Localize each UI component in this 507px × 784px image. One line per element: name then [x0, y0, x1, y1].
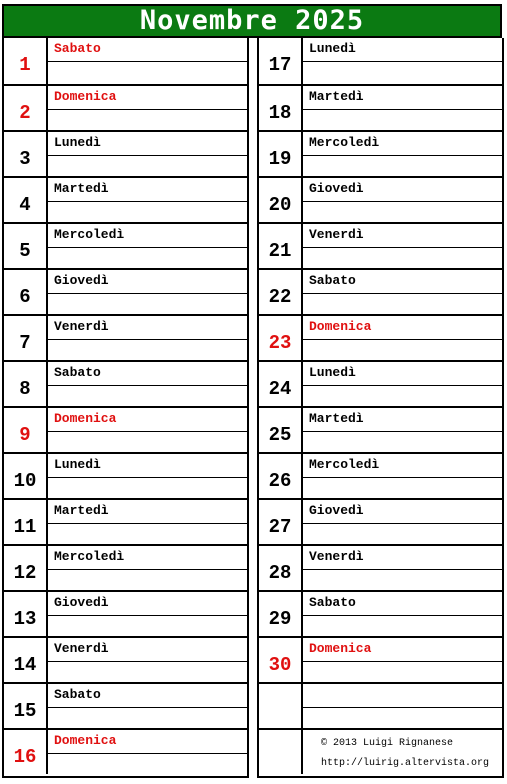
note-line	[48, 155, 247, 156]
note-line	[303, 61, 502, 62]
note-line	[48, 707, 247, 708]
day-number: 27	[259, 500, 303, 544]
note-line	[48, 523, 247, 524]
note-line	[48, 385, 247, 386]
day-row	[4, 544, 247, 590]
day-number: 10	[4, 454, 48, 498]
day-row	[259, 84, 502, 130]
weekday-name: Mercoledì	[54, 227, 125, 242]
weekday-name: Domenica	[54, 89, 117, 104]
note-line	[48, 569, 247, 570]
weekday-name: Giovedì	[309, 503, 364, 518]
day-row	[259, 498, 502, 544]
day-number: 4	[4, 178, 48, 222]
weekday-name: Sabato	[309, 273, 356, 288]
day-number: 8	[4, 362, 48, 406]
weekday-name: Sabato	[54, 41, 101, 56]
note-line	[303, 109, 502, 110]
right-column	[257, 38, 504, 778]
day-number: 25	[259, 408, 303, 452]
note-line	[303, 247, 502, 248]
day-row	[4, 682, 247, 728]
note-line	[48, 615, 247, 616]
day-row	[259, 38, 502, 84]
website-url: http://luirig.altervista.org	[321, 758, 490, 769]
day-number: 1	[4, 38, 48, 84]
day-number: 20	[259, 178, 303, 222]
note-line	[48, 661, 247, 662]
day-row	[4, 636, 247, 682]
day-row	[259, 544, 502, 590]
day-number: 23	[259, 316, 303, 360]
note-line	[303, 661, 502, 662]
day-number: 13	[4, 592, 48, 636]
weekday-name: Sabato	[54, 687, 101, 702]
note-line	[48, 201, 247, 202]
credit-row	[259, 728, 502, 774]
day-row	[4, 590, 247, 636]
note-line	[48, 293, 247, 294]
note-line	[48, 247, 247, 248]
empty-row	[259, 682, 502, 728]
weekday-name: Venerdì	[54, 319, 109, 334]
day-row	[259, 268, 502, 314]
day-row	[4, 130, 247, 176]
day-row	[4, 84, 247, 130]
day-number: 26	[259, 454, 303, 498]
weekday-name: Mercoledì	[54, 549, 125, 564]
day-number: 3	[4, 132, 48, 176]
weekday-name: Domenica	[309, 319, 372, 334]
copyright-text: © 2013 Luigi Rignanese	[321, 738, 454, 749]
note-line	[303, 339, 502, 340]
empty-day-cell	[259, 684, 303, 728]
note-line	[48, 109, 247, 110]
day-row	[4, 360, 247, 406]
day-row	[259, 360, 502, 406]
weekday-name: Mercoledì	[309, 457, 380, 472]
day-number: 15	[4, 684, 48, 728]
day-row	[4, 728, 247, 774]
weekday-name: Martedì	[309, 411, 364, 426]
day-row	[259, 130, 502, 176]
note-line	[48, 61, 247, 62]
empty-day-cell	[259, 730, 303, 774]
day-number: 16	[4, 730, 48, 774]
day-row	[259, 222, 502, 268]
note-line	[303, 569, 502, 570]
day-number: 19	[259, 132, 303, 176]
day-row	[4, 314, 247, 360]
day-number: 11	[4, 500, 48, 544]
weekday-name: Domenica	[54, 733, 117, 748]
day-row	[259, 406, 502, 452]
weekday-name: Mercoledì	[309, 135, 380, 150]
weekday-name: Domenica	[54, 411, 117, 426]
weekday-name: Sabato	[309, 595, 356, 610]
day-number: 7	[4, 316, 48, 360]
day-row	[259, 452, 502, 498]
day-number: 9	[4, 408, 48, 452]
day-number: 2	[4, 86, 48, 130]
weekday-name: Venerdì	[309, 549, 364, 564]
weekday-name: Giovedì	[54, 595, 109, 610]
weekday-name: Giovedì	[54, 273, 109, 288]
calendar-title: Novembre 2025	[2, 4, 502, 38]
day-number: 28	[259, 546, 303, 590]
day-row	[259, 636, 502, 682]
weekday-name: Domenica	[309, 641, 372, 656]
day-row	[259, 314, 502, 360]
note-line	[48, 339, 247, 340]
note-line	[303, 385, 502, 386]
note-line	[303, 431, 502, 432]
day-number: 21	[259, 224, 303, 268]
day-row	[259, 590, 502, 636]
note-line	[48, 753, 247, 754]
note-line	[303, 615, 502, 616]
weekday-name: Giovedì	[309, 181, 364, 196]
note-line	[48, 431, 247, 432]
day-row	[4, 38, 247, 84]
day-number: 30	[259, 638, 303, 682]
note-line	[303, 201, 502, 202]
day-number: 17	[259, 38, 303, 84]
day-row	[4, 176, 247, 222]
day-number: 18	[259, 86, 303, 130]
note-line	[303, 293, 502, 294]
weekday-name: Martedì	[54, 503, 109, 518]
day-number: 24	[259, 362, 303, 406]
day-number: 29	[259, 592, 303, 636]
note-line	[303, 477, 502, 478]
day-row	[4, 498, 247, 544]
day-number: 6	[4, 270, 48, 314]
day-number: 22	[259, 270, 303, 314]
weekday-name: Martedì	[54, 181, 109, 196]
day-number: 12	[4, 546, 48, 590]
weekday-name: Lunedì	[54, 457, 101, 472]
day-row	[259, 176, 502, 222]
note-line	[303, 707, 502, 708]
day-row	[4, 268, 247, 314]
weekday-name: Lunedì	[54, 135, 101, 150]
weekday-name: Martedì	[309, 89, 364, 104]
weekday-name: Venerdì	[54, 641, 109, 656]
day-row	[4, 222, 247, 268]
left-column	[2, 38, 249, 778]
note-line	[303, 155, 502, 156]
note-line	[48, 477, 247, 478]
day-number: 5	[4, 224, 48, 268]
weekday-name: Sabato	[54, 365, 101, 380]
day-row	[4, 452, 247, 498]
note-line	[303, 523, 502, 524]
weekday-name: Venerdì	[309, 227, 364, 242]
day-number: 14	[4, 638, 48, 682]
weekday-name: Lunedì	[309, 365, 356, 380]
weekday-name: Lunedì	[309, 41, 356, 56]
day-row	[4, 406, 247, 452]
